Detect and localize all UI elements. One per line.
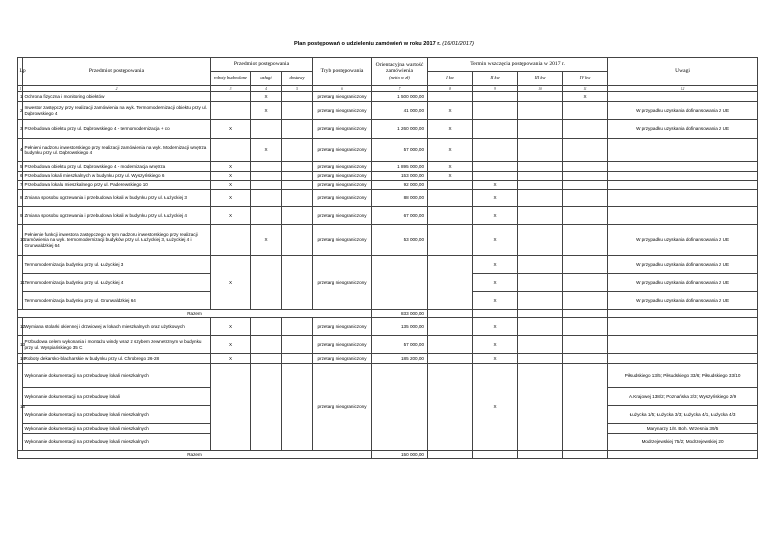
row-lp: 11 [18, 256, 23, 310]
col-number: 7 [372, 86, 428, 92]
row-value: 185 200,00 [372, 354, 428, 364]
mark-q2: X [473, 256, 518, 274]
header-subject: Przedmiot postępowania [23, 58, 211, 86]
mark-q2: X [473, 364, 518, 451]
row-lp: 2 [18, 102, 23, 120]
mark-q2: X [473, 181, 518, 190]
row-lp: 7 [18, 181, 23, 190]
row-uwagi: Marynarzy 1/8. Boh. Wrzesnia 39/5 [608, 424, 758, 434]
row-lp: 8 [18, 190, 23, 207]
row-subject: Wykonanie dokumentacji na przebudowę lokali mieszkalnych [23, 364, 211, 388]
table-row [18, 172, 758, 181]
header-roboty: roboty budowlane [211, 72, 251, 86]
row-value: 92 000,00 [372, 181, 428, 190]
row-uwagi: W przypadku uzyskania dofinansowania z UE [608, 225, 758, 256]
row-uwagi: W przypadku uzyskania dofinansowania z UE [608, 274, 758, 292]
mark-roboty: X [211, 120, 251, 139]
row-value: 41 000,00 [372, 102, 428, 120]
table-row [18, 139, 758, 162]
mark-q2: X [473, 190, 518, 207]
header-dostawy: dostawy [282, 72, 313, 86]
mark-q1: X [428, 172, 473, 181]
row-tryb: przetarg nieograniczony [313, 102, 372, 120]
mark-roboty: X [211, 318, 251, 336]
row-value: 135 000,00 [372, 318, 428, 336]
mark-q2: X [473, 354, 518, 364]
mark-q4: X [563, 92, 608, 102]
mark-roboty: X [211, 354, 251, 364]
row-value: 88 000,00 [372, 190, 428, 207]
table-row [18, 256, 758, 274]
mark-uslugi: X [251, 225, 282, 256]
row-value: 1 260 000,00 [372, 120, 428, 139]
row-tryb: przetarg nieograniczony [313, 139, 372, 162]
table-row [18, 225, 758, 256]
table-row [18, 207, 758, 225]
col-number: 1 [19, 86, 22, 91]
row-value: 1 500 000,00 [372, 92, 428, 102]
col-number: 3 [211, 86, 251, 92]
row-value: 57 000,00 [372, 139, 428, 162]
row-tryb: przetarg nieograniczony [313, 92, 372, 102]
row-subject: Wykonanie dokumentacji na przebudowę lokali mieszkalnych [23, 406, 211, 424]
subtotal-value: 150 000,00 [372, 451, 428, 459]
row-uwagi: Piłsudskiego 13/5; Piłsudskiego 33/6; Piłsudskiego 33/10 [608, 364, 758, 388]
table-row [18, 102, 758, 120]
header-tryb: Tryb postępowania [313, 58, 372, 86]
row-lp: 6 [18, 172, 23, 181]
row-subject: Ochrona fizyczna i monitoring obiektów [23, 92, 211, 102]
row-subject: Wykonanie dokumentacji na przebudowę lokali mieszkalnych [23, 424, 211, 434]
mark-q1: X [428, 162, 473, 172]
row-uwagi: W przypadku uzyskania dofinansowania z UE [608, 256, 758, 274]
mark-roboty: X [211, 256, 251, 310]
subtotal-label: Razem [18, 451, 372, 459]
row-subject: Przbudowa celem wykonania i montażu windy wraz z szybem zewnetrznym w budynku przy ul. Wyspiańskiego 35 C [23, 336, 211, 354]
row-subject: Zmiana sposobu ogrzewania i przebudowa lokali w budynku przy ul. Łużyckiej 4 [23, 207, 211, 225]
mark-roboty: X [211, 162, 251, 172]
col-number: 8 [428, 86, 473, 92]
row-value: 53 000,00 [372, 225, 428, 256]
row-value: 1 895 000,00 [372, 162, 428, 172]
row-value: 153 000,00 [372, 172, 428, 181]
header-lp: Lp [18, 58, 23, 86]
header-uwagi: Uwagi [608, 58, 758, 86]
header-value-unit: (netto w zł) [389, 74, 410, 80]
mark-q2: X [473, 292, 518, 310]
mark-q2: X [473, 318, 518, 336]
mark-uslugi: X [251, 92, 282, 102]
mark-q2: X [473, 225, 518, 256]
mark-roboty: X [211, 336, 251, 354]
row-subject: Termomodernizacja budynku przy ul. Łużyckiej 4 [23, 274, 211, 292]
mark-q1: X [428, 102, 473, 120]
row-subject: Termomodernizacja budynku przy ul. Grunwaldzkiej 64 [23, 292, 211, 310]
row-tryb: przetarg nieograniczony [313, 120, 372, 139]
table-row [18, 181, 758, 190]
mark-roboty: X [211, 190, 251, 207]
row-tryb: przetarg nieograniczony [313, 162, 372, 172]
mark-q1: X [428, 120, 473, 139]
table-row [18, 162, 758, 172]
header-value-label: Orientacyjna wartość zamówienia [375, 62, 424, 75]
col-number: 12 [608, 86, 758, 92]
row-tryb: przetarg nieograniczony [313, 364, 372, 451]
row-subject: Przebudowa obiektu przy ul. Dąbrowskiego 4 - termomodernizacja + co [23, 120, 211, 139]
header-q4: IV kw [563, 72, 608, 86]
row-subject: Termomodernizacja budynku przy ul. Łużyckiej 3 [23, 256, 211, 274]
row-subject: Przebudowa obiektu przy ul. Dąbrowskiego 4 - modernizacja wnętrza [23, 162, 211, 172]
header-q2: II kw [473, 72, 518, 86]
header-q1: I kw [428, 72, 473, 86]
row-tryb: przetarg nieograniczony [313, 336, 372, 354]
mark-uslugi: X [251, 102, 282, 120]
header-uslugi: usługi [251, 72, 282, 86]
row-tryb: przetarg nieograniczony [313, 207, 372, 225]
row-tryb: przetarg nieograniczony [313, 354, 372, 364]
subtotal-row [18, 451, 758, 459]
row-subject: Wymiana stolarki okiennej i drzwiowej w lokach mieszkalnych oraz użytkowych [23, 318, 211, 336]
col-number: 6 [313, 86, 372, 92]
subtotal-value: 833 000,00 [372, 310, 428, 318]
col-number: 11 [563, 86, 608, 92]
row-lp: 4 [18, 139, 23, 162]
row-subject: Inwestor zastępczy przy realizacji zamówienia na wyk. Termomodernizacji obiektu przy ul. Dąbrowskiego 4 [23, 102, 211, 120]
row-tryb: przetarg nieograniczony [313, 256, 372, 310]
col-number: 10 [518, 86, 563, 92]
row-subject: Przebudowa lokalu mieszkalnego przy ul. Paderewskiego 10 [23, 181, 211, 190]
col-number: 2 [23, 86, 211, 92]
header-row-top [18, 58, 758, 72]
header-q3: III kw [518, 72, 563, 86]
row-subject: Pełnienie funkcji inwestora zastępczego w tym nadzoru inwestorskiego przy realizacji zamówienia na wyk. termomodernizacji budyków przy ul. Łużyckiej 3, Łużyckiej 4 i Grunwaldzkiej 64 [23, 225, 211, 256]
mark-q1: X [428, 139, 473, 162]
header-term-group: Termin wszczęcia postępowania w 2017 r. [428, 58, 608, 72]
row-lp: 10 [18, 225, 23, 256]
row-uwagi: W przypadku uzyskania dofinansowania z UE [608, 292, 758, 310]
row-tryb: przetarg nieograniczony [313, 225, 372, 256]
row-subject: Pełnieni nadzoru inwestorskiego przy realizacji zamówienia na wyk. Modernizacji wnętrza budynku przy ul. Dąbrowskiego 4 [23, 139, 211, 162]
row-subject: Wykonanie dokumentacji na przebudowę lokali [23, 388, 211, 406]
mark-q2: X [473, 207, 518, 225]
table-row [18, 364, 758, 388]
row-lp: 1 [18, 92, 23, 102]
table-row [18, 120, 758, 139]
row-tryb: przetarg nieograniczony [313, 190, 372, 207]
table-row [18, 336, 758, 354]
row-uwagi: Łużycka 1/5; Łużycka 3/3; Łużycka 4/1, Łużycka 4/3 [608, 406, 758, 424]
col-number: 9 [473, 86, 518, 92]
row-lp: 15 [18, 364, 23, 451]
procurement-plan-table [17, 57, 758, 459]
row-lp: 14 [18, 354, 23, 364]
row-lp: 5 [18, 162, 23, 172]
mark-q2: X [473, 336, 518, 354]
table-row [18, 190, 758, 207]
row-value: 57 000,00 [372, 336, 428, 354]
row-subject: Wykonanie dokumentacji na przebudowę lokali mieszkalnych [23, 434, 211, 451]
row-tryb: przetarg nieograniczony [313, 172, 372, 181]
document-title [0, 41, 768, 47]
mark-roboty: X [211, 207, 251, 225]
header-subject-group: Przedmiot postępowania [211, 58, 313, 72]
mark-roboty: X [211, 181, 251, 190]
row-tryb: przetarg nieograniczony [313, 181, 372, 190]
row-subject: Roboty dekarsko-blacharskie w budynku przy ul. Chrobrego 26-28 [23, 354, 211, 364]
header-value [372, 58, 428, 86]
subtotal-row [18, 310, 758, 318]
title-date: (16/01/2017) [442, 41, 474, 47]
row-value: 67 000,00 [372, 207, 428, 225]
row-tryb: przetarg nieograniczony [313, 318, 372, 336]
row-lp: 13 [18, 336, 23, 354]
row-lp: 12 [18, 318, 23, 336]
mark-uslugi: X [251, 139, 282, 162]
row-subject: Przebudowa lokali mieszkalnych w budynku przy ul. Wyszyńskiego 6 [23, 172, 211, 181]
table-row [18, 318, 758, 336]
row-uwagi: A.Krajowej 138/2; Poznańska 2/3; Wyszyńskiego 2/9 [608, 388, 758, 406]
row-uwagi: W przypadku uzyskania dofinansowania z UE [608, 102, 758, 120]
col-number: 4 [251, 86, 282, 92]
col-number: 5 [282, 86, 313, 92]
mark-roboty: X [211, 172, 251, 181]
row-subject: Zmiana sposobu ogrzewania i przebudowa lokali w budynku przy ul. Łużyckiej 3 [23, 190, 211, 207]
title-main: Plan postępowań o udzieleniu zamówień w roku 2017 r. [293, 41, 441, 47]
row-lp: 3 [18, 120, 23, 139]
row-uwagi: W przypadku uzyskania dofinansowania z UE [608, 120, 758, 139]
subtotal-label: Razem [18, 310, 372, 318]
mark-q2: X [473, 274, 518, 292]
table-row [18, 92, 758, 102]
row-lp: 9 [18, 207, 23, 225]
table-row [18, 354, 758, 364]
row-uwagi: Modrzejewskiej 75/2; Modrzejewskiej 20 [608, 434, 758, 451]
